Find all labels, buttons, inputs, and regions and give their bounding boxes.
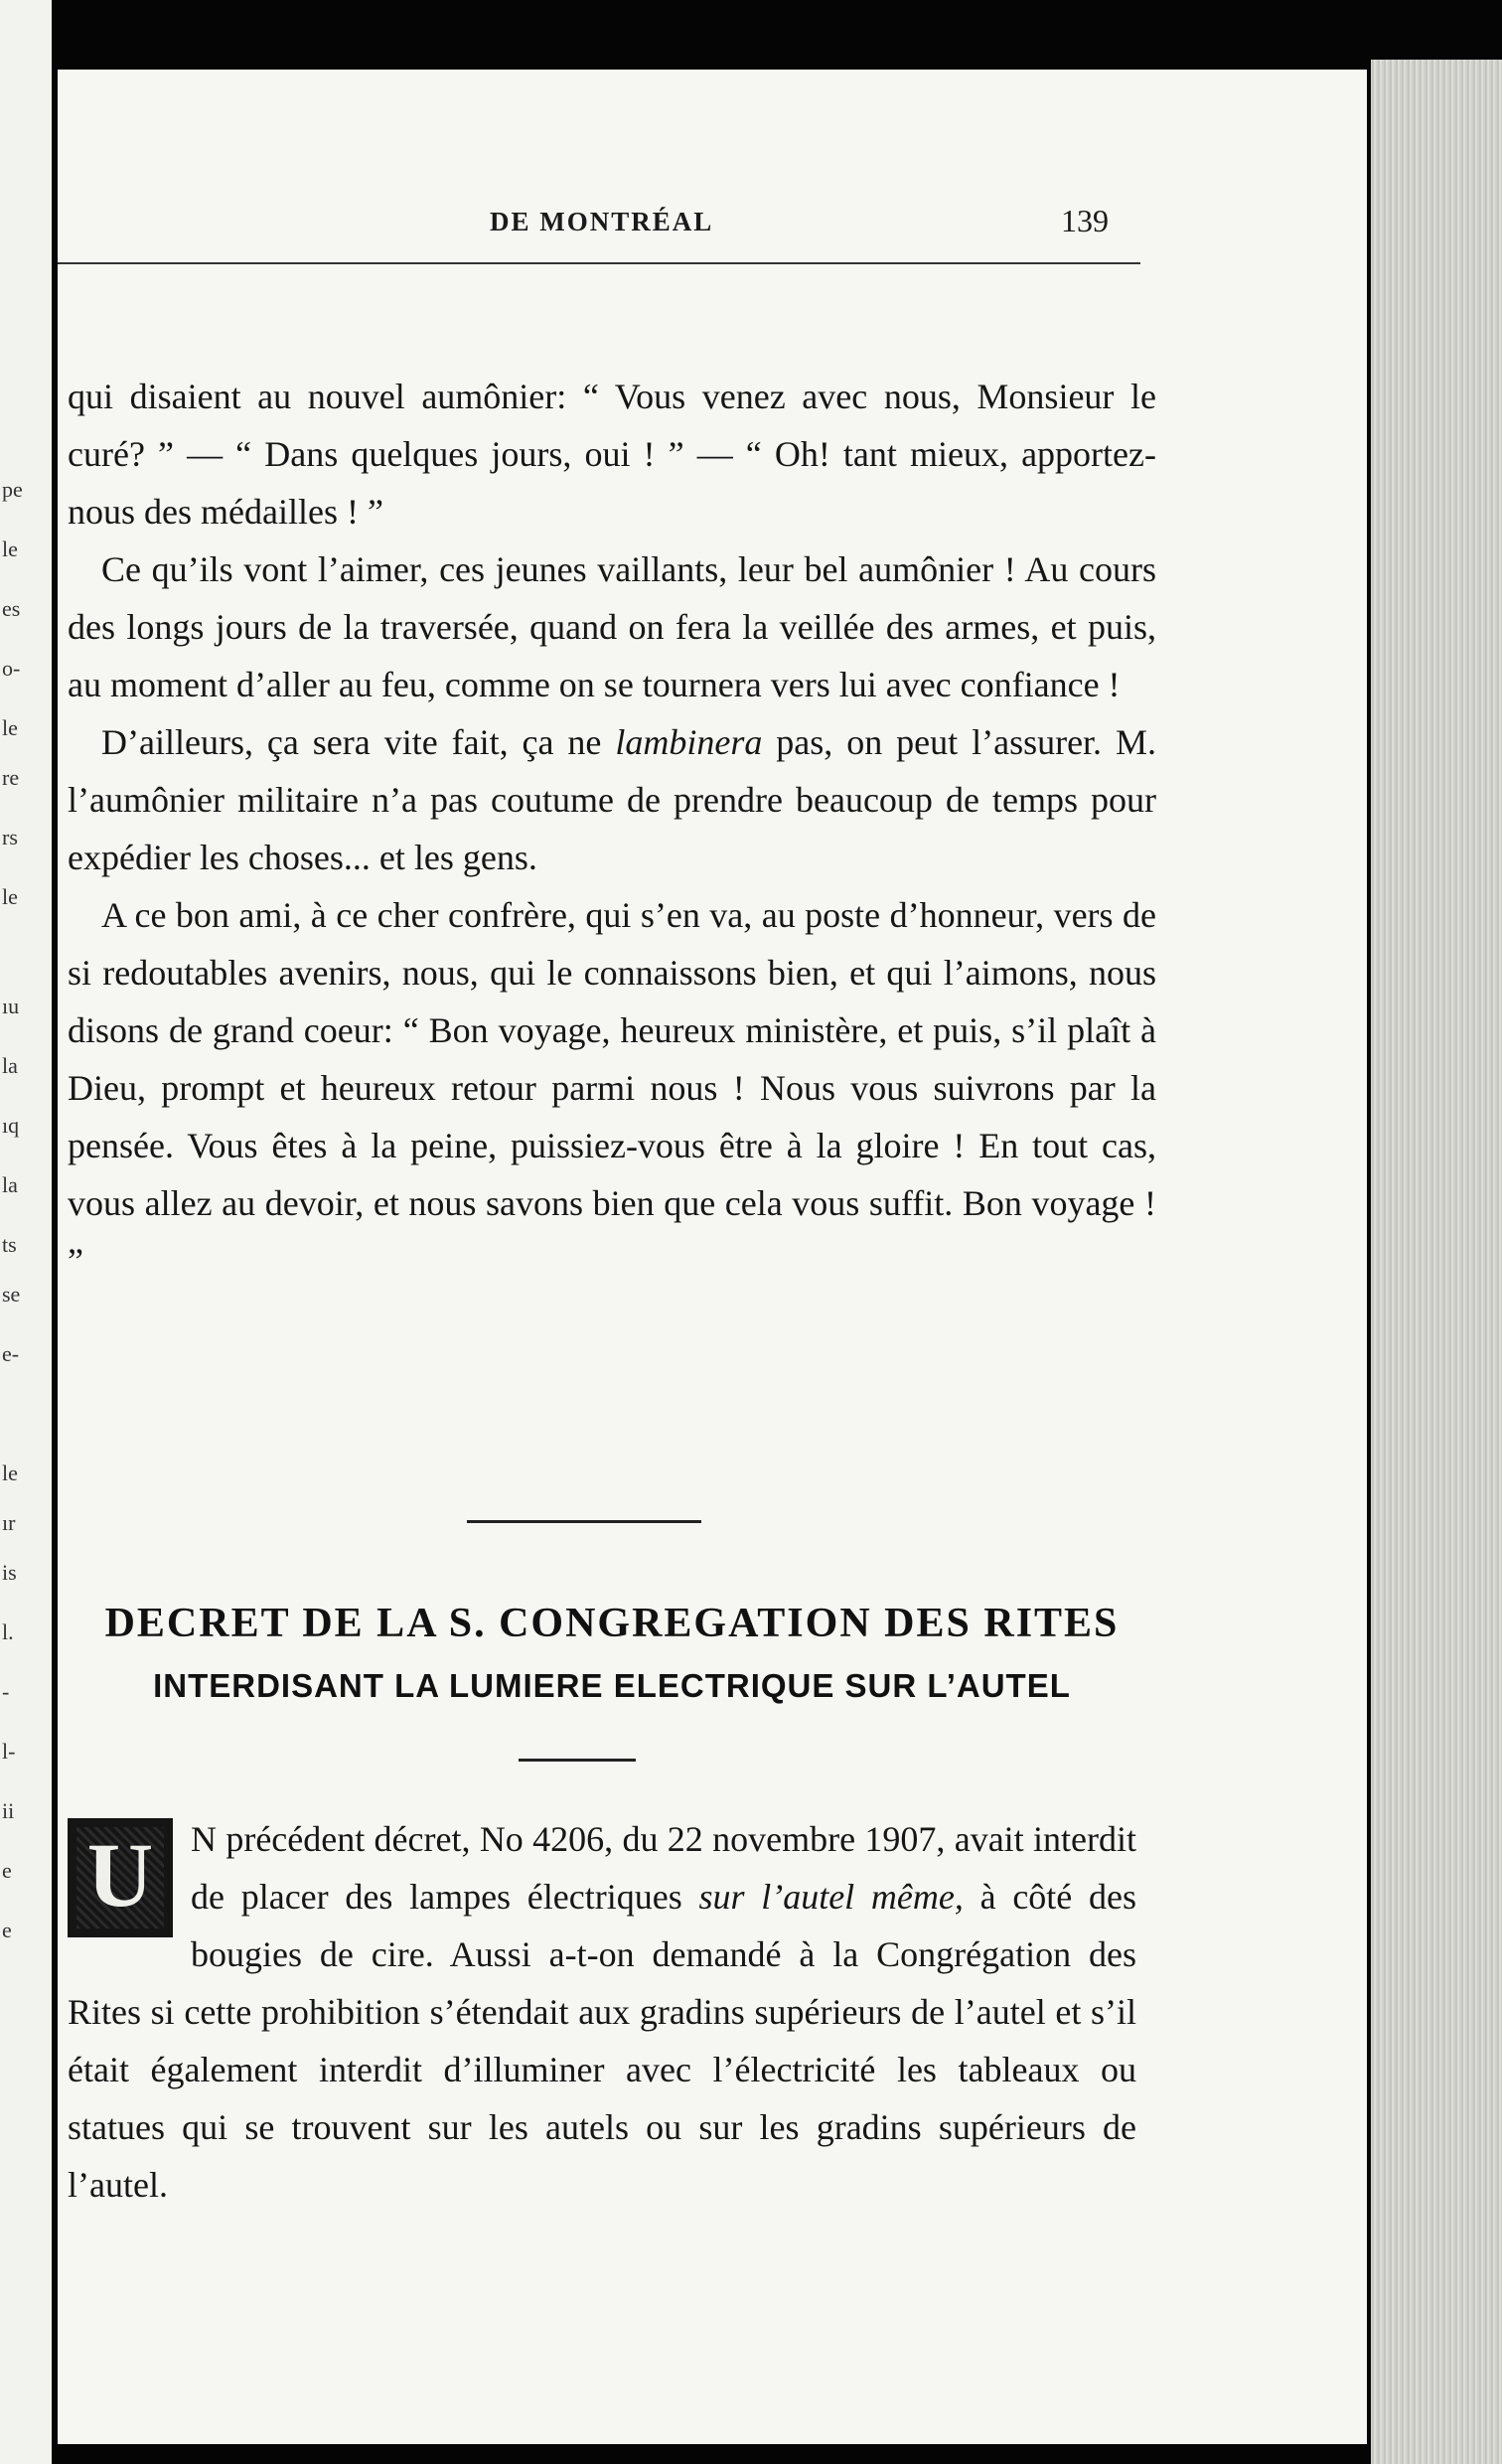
margin-fragment: is	[2, 1560, 17, 1585]
section-subtitle: INTERDISANT LA LUMIERE ELECTRIQUE SUR L’AUTEL	[153, 1667, 1071, 1704]
header-rule	[58, 262, 1140, 264]
paragraph: Ce qu’ils vont l’aimer, ces jeunes vaillants, leur bel aumônier ! Au cours des longs jours de la traversée, quand on fera la veillée des armes, et puis, au moment d’aller au feu, comme on se tournera vers lui avec confiance !	[68, 549, 1156, 704]
margin-fragment: o-	[2, 656, 21, 681]
margin-fragment: ıu	[2, 994, 20, 1018]
margin-fragment: le	[2, 1461, 18, 1485]
margin-fragment: rs	[2, 825, 18, 849]
paragraph-text: à côté des bougies de cire. Aussi a-t-on demandé à la Congrégation des Rites si cette prohibition s’étendait aux gradins supérieurs de l’autel et s’il était également interdit d’illuminer avec l’électricité les tableaux ou statues qui se trouvent sur les autels ou sur les gradins supérieurs de l’autel.	[68, 1877, 1136, 2205]
dropcap-letter: U	[86, 1824, 154, 1925]
margin-fragment: le	[2, 715, 18, 740]
running-title: DE MONTRÉAL	[490, 207, 714, 236]
section-title: DECRET DE LA S. CONGREGATION DES RITES	[104, 1601, 1120, 1646]
paragraph-text: pas, on peut l’assurer. M. l’aumônier militaire n’a pas coutume de prendre beaucoup de temps pour expédier les choses... et les gens.	[68, 722, 1157, 877]
margin-fragment: se	[2, 1282, 21, 1307]
paragraph: qui disaient au nouvel aumônier: “ Vous venez avec nous, Monsieur le curé? ” — “ Dans quelques jours, oui ! ” — “ Oh! tant mieux, apportez-nous des médailles ! ”	[68, 377, 1156, 532]
book-page-edges	[1371, 60, 1502, 2464]
margin-fragment: le	[2, 884, 18, 909]
page-number: 139	[1061, 203, 1109, 238]
margin-fragment: la	[2, 1172, 18, 1197]
paragraph: A ce bon ami, à ce cher confrère, qui s’en va, au poste d’honneur, vers de si redoutables avenirs, nous, qui le connaissons bien, et qui l’aimons, nous disons de grand coeur: “ Bon voyage, heureux ministère, et puis, s’il plaît à Dieu, prompt et heureux retour parmi nous ! Nous vous suivrons par la pensée. Vous êtes à la peine, puissiez-vous être à la gloire ! En tout cas, vous allez au devoir, et nous savons bien que cela vous suffit. Bon voyage ! ”	[68, 895, 1156, 1281]
margin-fragment: e	[2, 1858, 12, 1883]
ornamental-dropcap	[68, 1818, 173, 1937]
margin-fragment: l.	[2, 1619, 14, 1644]
margin-fragment: ır	[2, 1510, 16, 1535]
paragraph	[68, 713, 1156, 886]
page-header	[58, 203, 1367, 246]
adjacent-page-edge	[0, 0, 52, 2464]
margin-fragment: re	[2, 765, 20, 790]
margin-fragment: ii	[2, 1798, 15, 1823]
paragraph-text: D’ailleurs, ça sera vite fait, ça ne	[101, 722, 616, 762]
margin-fragment: ts	[2, 1232, 17, 1257]
margin-fragment: pe	[2, 477, 23, 502]
book-page	[58, 70, 1367, 2444]
margin-fragment: es	[2, 596, 21, 621]
margin-fragment: l-	[2, 1739, 16, 1764]
italic-phrase: sur l’autel même,	[698, 1877, 964, 1917]
margin-fragment: e	[2, 1918, 12, 1942]
section-separator-rule	[467, 1520, 701, 1523]
body-text	[68, 368, 1156, 1290]
title-rule	[519, 1759, 636, 1762]
italic-word: lambinera	[615, 722, 763, 762]
margin-fragment: e-	[2, 1341, 20, 1366]
margin-fragment: la	[2, 1053, 18, 1078]
paragraph-text: N précédent décret, No 4206, du 22 novembre 1907, avait interdit de placer des lampes électriques	[191, 1819, 1136, 1917]
margin-fragment: ıq	[2, 1113, 20, 1138]
paragraph	[68, 1810, 1136, 2214]
decree-text	[68, 1810, 1136, 2214]
margin-fragment: le	[2, 537, 18, 561]
margin-fragment: -	[2, 1679, 10, 1704]
